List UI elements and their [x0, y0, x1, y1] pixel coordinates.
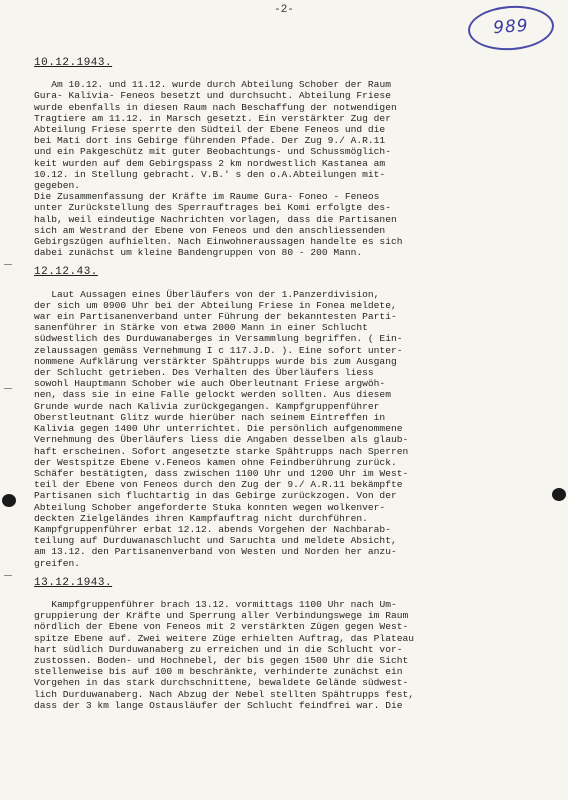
punch-hole-left	[2, 494, 16, 507]
paragraph: Die Zusammenfassung der Kräfte im Raume Gura- Foneo - Feneos unter Zurückstellung des Sperrauftrages bei Komi erfolgte des- halb, weil eindeutige Nachrichten vorlagen, dass die Partisanen sich am Westrand der Ebene von Feneos und den anschliessenden Gebirgszügen aufhielten. Nach Einwohneraussagen handelte es sich dabei zunächst um kleine Bandengruppen von 80 - 200 Mann.	[34, 191, 403, 259]
section-date-heading: 10.12.1943.	[34, 57, 113, 69]
page-number: -2-	[274, 4, 294, 16]
paragraph: Am 10.12. und 11.12. wurde durch Abteilung Schober der Raum Gura- Kalivia- Feneos besetzt und durchsucht. Abteilung Friese wurde ebenfalls in diesen Raum nach Beschaffung der notwendigen Tragtiere am 11.12. in Marsch gesetzt. Ein verstärkter Zug der Abteilung Friese sperrte den Südteil der Ebene Feneos und die bei Mati dort ins Gebirge führenden Pfade. Der Zug 9./ A.R.11 und ein Pakgeschütz mit guter Beobachtungs- und Schussmöglich- keit wurden auf dem Gebirgspass 2 km nordwestlich Kastanea am 10.12. in Stellung gebracht. V.B.' s den o.A.Abteilungen mit- gegeben.	[34, 79, 397, 192]
margin-mark	[4, 388, 12, 389]
margin-mark	[4, 264, 12, 265]
stamp-number: 989	[492, 15, 530, 39]
margin-mark	[4, 575, 12, 576]
paragraph: Kampfgruppenführer brach 13.12. vormittags 1100 Uhr nach Um- gruppierung der Kräfte und Sperrung aller Verbindungswege im Raum nördlich der Ebene von Feneos mit 2 verstärkten Zügen gegen West- spitze Ebene auf. Zwei weitere Züge erhielten Auftrag, das Plateau hart südlich Durduwanaberg zu erreichen und in die Schlucht vor- zustossen. Boden- und Hochnebel, der bis gegen 1500 Uhr die Sicht stellenweise bis auf 100 m beschränkte, verhinderte zunächst ein Vorgehen in das stark durchschnittene, bewaldete Gelände südwest- lich Durduwanaberg. Nach Abzug der Nebel stellten Spähtrupps fest, dass der 3 km lange Ostausläufer der Schlucht feindfrei war. Die	[34, 598, 414, 711]
section-10-12-1943	[34, 58, 554, 258]
section-date-heading: 13.12.1943.	[34, 576, 113, 589]
section-12-12-43	[34, 267, 554, 568]
paragraph: Laut Aussagen eines Überläufers von der 1.Panzerdivision, der sich um 0900 Uhr bei der Abteilung Friese in Fonea meldete, war ein Partisanenverband unter Führung der bekanntesten Parti- sanenführer in Stärke von etwa 2000 Mann in einer Schlucht südwestlich des Durduwanaberges in Versammlung begriffen. ( Ein- zelaussagen gemäss Vernehmung I c 117.J.D. ). Eine sofort unter- nommene Aufklärung verstärkter Spähtrupps wurde bis zum Ausgang der Schlucht getrieben. Des Verhalten des Überläufers liess sowohl Hauptmann Schober wie auch Oberleutnant Friese argwöh- nen, dass sie in eine Falle gelockt werden sollten. Aus diesem Grunde wurde nach Kalivia zurückgegangen. Kampfgruppenführer Oberstleutnant Glitz wurde hierüber nach seinem Eintreffen in Kalivia gegen 1400 Uhr unterrichtet. Die persönlich aufgenommene Vernehmung des Überläufers liess die Angaben desselben als glaub- haft erscheinen. Sofort angesetzte starke Spähtrupps nach Sperren der Westspitze Ebene v.Feneos kamen ohne Feindberührung zurück. Schäfer bestätigten, dass zwischen 1100 Uhr und 1200 Uhr im West- teil der Ebene von Feneos durch den Zug der 9./ A.R.11 bekämpfte Partisanen sich fluchtartig in das Gebirge zurückzogen. Von der Abteilung Schober angeforderte Stuka konnten wegen wolkenver- deckten Zielgeländes ihren Kampfauftrag nicht durchführen. Kampfgruppenführer erbat 12.12. abends Vorgehen der Nachbarab- teilung auf Durduwanaschlucht und Saruchta und meldete Absicht, am 13.12. den Partisanenverband von Westen und Norden her anzu- greifen.	[34, 288, 409, 569]
document-body	[34, 58, 554, 720]
section-13-12-1943	[34, 578, 554, 711]
section-date-heading: 12.12.43.	[34, 266, 98, 279]
punch-hole-right	[552, 488, 566, 501]
